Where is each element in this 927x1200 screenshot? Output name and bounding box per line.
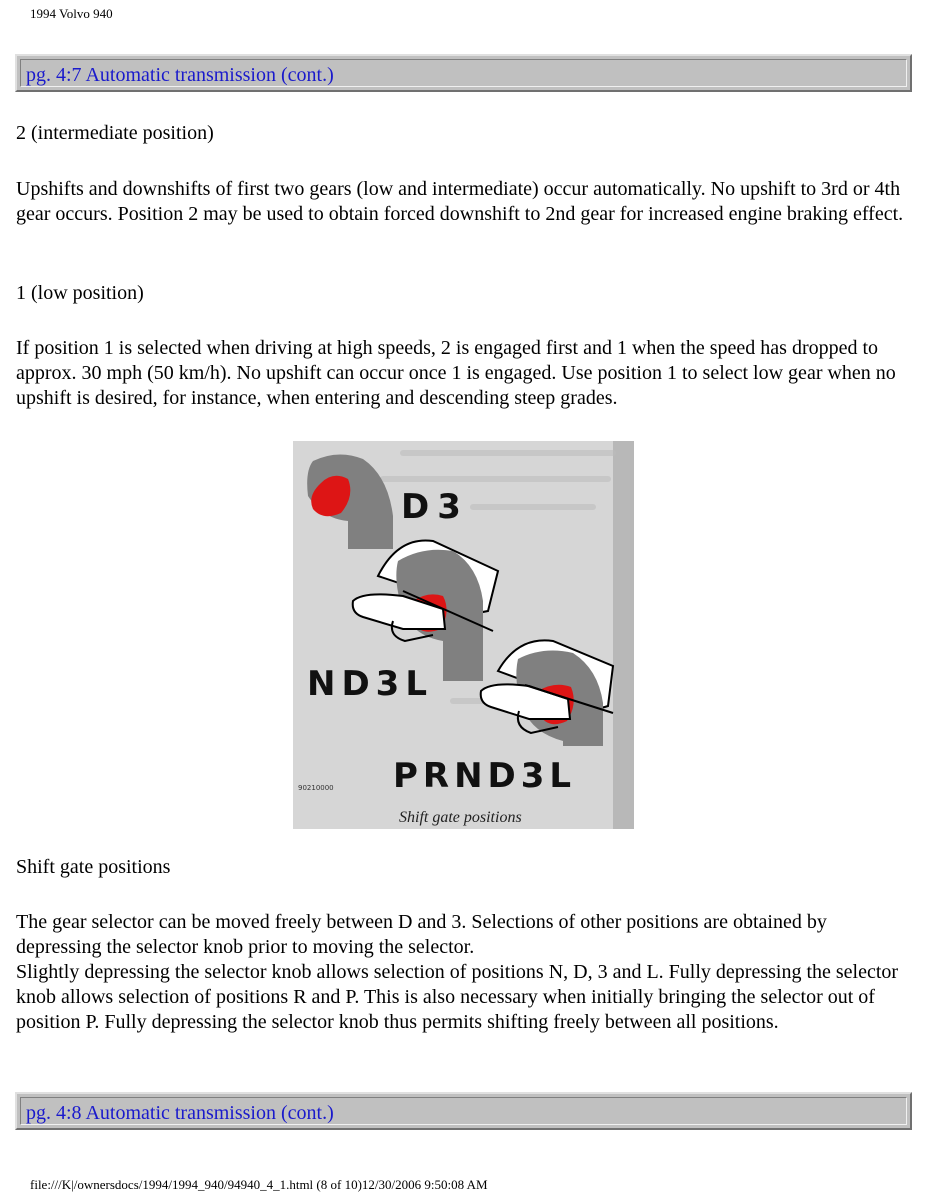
section-header-bottom	[15, 1092, 912, 1130]
label-prnd3l: PRND3L	[393, 756, 577, 796]
label-d3: D3	[401, 487, 469, 527]
paragraph-low: If position 1 is selected when driving at high speeds, 2 is engaged first and 1 when the speed has dropped to approx. 30 mph (50 km/h). No upshift can occur once 1 is engaged. Use position 1 to select low gear when no upshift is desired, for instance, when entering and descending steep grades.	[16, 337, 896, 409]
heading-intermediate-position: 2 (intermediate position)	[16, 122, 214, 144]
file-path-footer: file:///K|/ownersdocs/1994/1994_940/94940_4_1.html (8 of 10)12/30/2006 9:50:08 AM	[30, 1177, 488, 1192]
shift-gate-figure	[293, 441, 634, 829]
paragraph-selector-knob: Slightly depressing the selector knob allows selection of positions N, D, 3 and L. Fully depressing the selector knob allows selection of positions R and P. This is also necessary when initially bringing the selector out of position P. Fully depressing the selector knob thus permits shifting freely between all positions.	[16, 961, 899, 1033]
heading-shift-gate-positions: Shift gate positions	[16, 856, 171, 878]
paragraph-gear-selector: The gear selector can be moved freely between D and 3. Selections of other positions are obtained by depressing the selector knob prior to moving the selector.	[16, 911, 827, 958]
document-title: 1994 Volvo 940	[30, 6, 113, 21]
paragraph-shift-gate	[16, 910, 911, 1035]
heading-low-position: 1 (low position)	[16, 282, 144, 304]
figure-caption: Shift gate positions	[399, 809, 522, 826]
section-title-bottom: pg. 4:8 Automatic transmission (cont.)	[20, 1097, 907, 1125]
section-title-top: pg. 4:7 Automatic transmission (cont.)	[20, 59, 907, 87]
figure-code: 90210000	[298, 784, 334, 792]
paragraph-intermediate: Upshifts and downshifts of first two gears (low and intermediate) occur automatically. No upshift to 3rd or 4th gear occurs. Position 2 may be used to obtain forced downshift to 2nd gear for increased engine braking effect.	[16, 178, 904, 225]
label-nd3l: ND3L	[307, 664, 433, 704]
section-header-top	[15, 54, 912, 92]
